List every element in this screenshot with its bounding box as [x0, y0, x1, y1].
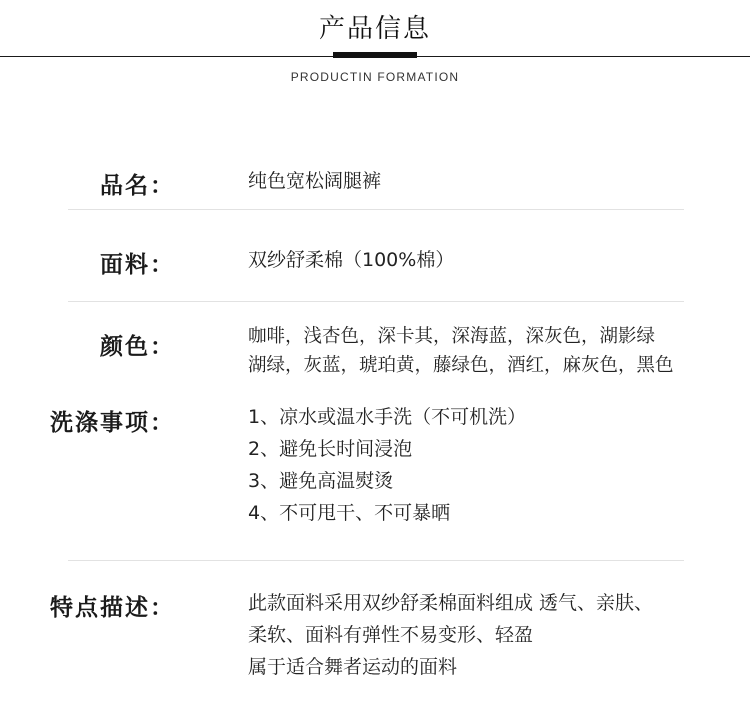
- color-label: 颜色：: [100, 334, 175, 360]
- washing-label: 洗涤事项：: [50, 410, 175, 436]
- washing-item: 3、避免高温熨烫: [248, 470, 394, 492]
- color-list: [248, 322, 674, 380]
- color-list-line: 咖啡，浅杏色，深卡其，深海蓝，深灰色，湖影绿: [248, 326, 656, 347]
- color-list-line: 湖绿，灰蓝，琥珀黄，藤绿色，酒红，麻灰色，黑色: [248, 355, 674, 376]
- washing-item: 2、避免长时间浸泡: [248, 438, 413, 460]
- product-name-text: 纯色宽松阔腿裤: [248, 170, 382, 192]
- washing-item: 1、凉水或温水手洗（不可机洗）: [248, 406, 527, 428]
- page-subtitle: PRODUCTIN FORMATION: [290, 70, 460, 84]
- features-line: 此款面料采用双纱舒柔棉面料组成 透气、亲肤、: [248, 592, 654, 614]
- row-divider: [68, 209, 684, 210]
- washing-item: 4、不可甩干、不可暴晒: [248, 502, 451, 524]
- features-line: 属于适合舞者运动的面料: [248, 656, 458, 678]
- header-accent-bar: [333, 52, 417, 58]
- material-label: 面料：: [100, 252, 175, 278]
- page-title: 产品信息: [318, 14, 431, 44]
- features-label: 特点描述：: [50, 595, 175, 621]
- product-name-label: 品名：: [100, 173, 175, 199]
- product-name-value: [248, 167, 381, 195]
- features-text: [248, 587, 653, 683]
- row-divider: [68, 560, 684, 561]
- material-value: [248, 246, 454, 274]
- row-divider: [68, 301, 684, 302]
- material-text: 双纱舒柔棉（100%棉）: [248, 249, 455, 271]
- features-line: 柔软、面料有弹性不易变形、轻盈: [248, 624, 534, 646]
- washing-list: [248, 401, 526, 529]
